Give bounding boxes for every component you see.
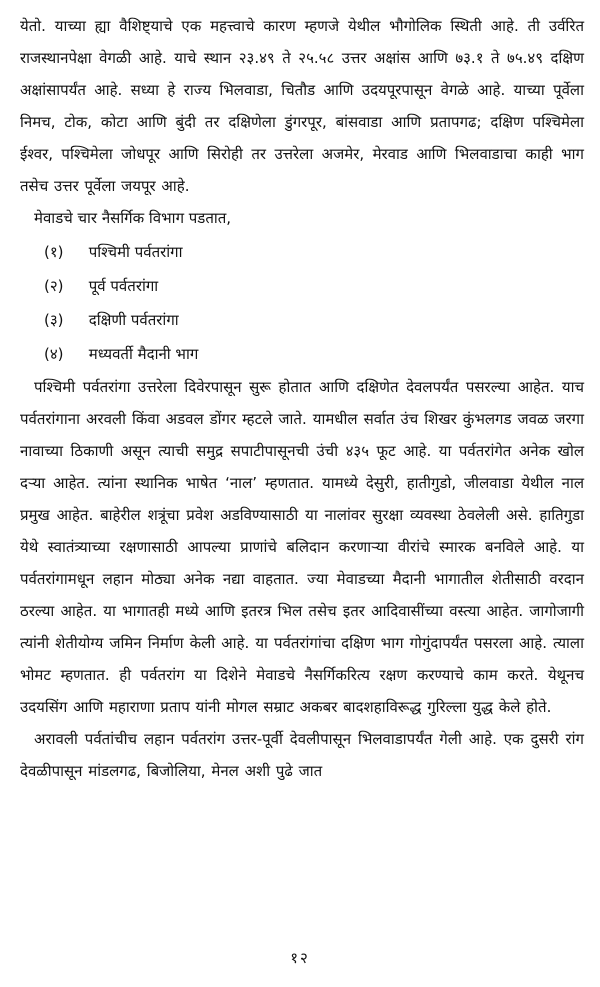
list-item-number: (१): [44, 243, 64, 261]
list-item-label: पश्चिमी पर्वतरांगा: [88, 243, 183, 261]
list-item: [44, 269, 584, 303]
list-item-number: (४): [44, 345, 64, 363]
paragraph-geography: येतो. याच्या ह्या वैशिष्ट्याचे एक महत्त्वाचे कारण म्हणजे येथील भौगोलिक स्थिती आहे. ती उर्वरित राजस्थानपेक्षा वेगळी आहे. याचे स्थान २३.४९ ते २५.५८ उत्तर अक्षांस आणि ७३.१ ते ७५.४९ दक्षिण अक्षांसापर्यंत आहे. सध्या हे राज्य भिलवाडा, चितौड आणि उदयपूरपासून वेगळे आहे. याच्या पूर्वेला निमच, टोक, कोटा आणि बुंदी तर दक्षिणेला डुंगरपूर, बांसवाडा आणि प्रतापगढ; दक्षिण पश्चिमेला ईश्वर, पश्चिमेला जोधपूर आणि सिरोही तर उत्तरेला अजमेर, मेरवाड आणि भिलवाडाचा काही भाग तसेच उत्तर पूर्वेला जयपूर आहे.: [20, 17, 584, 195]
list-item: [44, 235, 584, 269]
list-item: [44, 337, 584, 371]
list-item-label: दक्षिणी पर्वतरांगा: [88, 311, 179, 329]
list-item: [44, 303, 584, 337]
paragraph-aravali: अरावली पर्वतांचीच लहान पर्वतरांग उत्तर-पूर्वी देवलीपासून भिलवाडापर्यंत गेली आहे. एक दुसरी रांग देवळीपासून मांडलगढ, बिजोलिया, मेनल अशी पुढे जात: [20, 730, 584, 780]
divisions-intro: मेवाडचे चार नैसर्गिक विभाग पडतात,: [34, 209, 232, 227]
list-item-number: (३): [44, 311, 64, 329]
paragraph-western-ranges: पश्चिमी पर्वतरांगा उत्तरेला दिवेरपासून सुरू होतात आणि दक्षिणेत देवलपर्यंत पसरल्या आहेत. याच पर्वतरांगाना अरवली किंवा अडवल डोंगर म्हटले जाते. यामधील सर्वात उंच शिखर कुंभलगड जवळ जरगा नावाच्या ठिकाणी असून त्याची समुद्र सपाटीपासूनची उंची ४३५ फूट आहे. या पर्वतरांगेत अनेक खोल दऱ्या आहेत. त्यांना स्थानिक भाषेत ‘नाल’ म्हणतात. यामध्ये देसुरी, हातीगुडो, जीलवाडा येथील नाल प्रमुख आहेत. बाहेरील शत्रूंचा प्रवेश अडविण्यासाठी या नालांवर सुरक्षा व्यवस्था ठेवलेली असे. हातिगुडा येथे स्वातंत्र्याच्या रक्षणासाठी आपल्या प्राणांचे बलिदान करणाऱ्या वीरांचे स्मारक बनविले आहे. या पर्वतरांगामधून लहान मोठ्या अनेक नद्या वाहतात. ज्या मेवाडच्या मैदानी भागातील शेतीसाठी वरदान ठरल्या आहेत. या भागातही मध्ये आणि इतरत्र भिल तसेच इतर आदिवासींच्या वस्त्या आहेत. जागोजागी त्यांनी शेतीयोग्य जमिन निर्माण केली आहे. या पर्वतरांगांचा दक्षिण भाग गोगुंदापर्यंत पसरला आहे. त्याला भोमट म्हणतात. ही पर्वतरांग या दिशेने मेवाडचे नैसर्गिकरित्य रक्षण करण्याचे काम करते. येथूनच उदयसिंग आणि महाराणा प्रताप यांनी मोगल सम्राट अकबर बादशहाविरूद्ध गुरिल्ला युद्ध केले होते.: [20, 378, 584, 716]
list-item-label: पूर्व पर्वतरांगा: [88, 277, 159, 295]
list-item-number: (२): [44, 277, 64, 295]
list-item-label: मध्यवर्ती मैदानी भाग: [88, 345, 199, 363]
divisions-list: [20, 235, 584, 371]
page-number: १२: [290, 949, 310, 967]
